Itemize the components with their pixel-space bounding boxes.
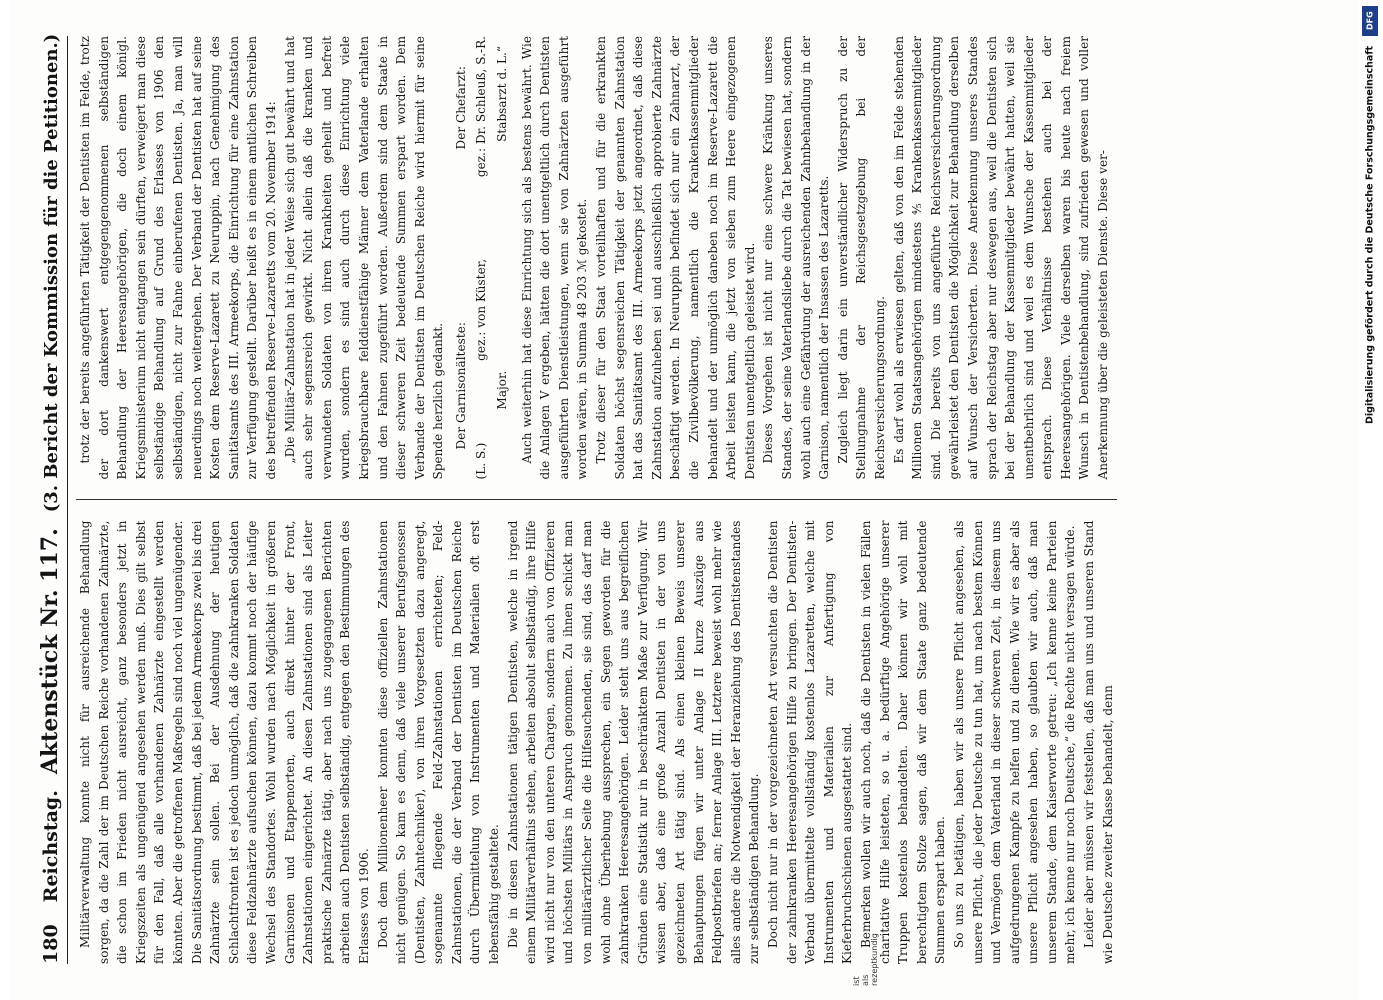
right-column-bottom-paragraph: Auch weiterhin hat diese Einrichtung sich als bestens bewährt. Wie die Anlagen V ergeben, hätten die dort unentgeltlich durch Dentisten ausgeführten Dienstleistungen, wenn sie von Zahnärzten ausgeführt worden wären, in Summa 48 203 ℳ gekostet. (519, 35, 590, 480)
digitization-note: Digitalisierung gefördert durch die Deutsche Forschungsgemeinschaft (1364, 46, 1376, 424)
column-divider (76, 500, 1117, 501)
right-column-bottom-paragraph: Es darf wohl als erwiesen gelten, daß von den im Felde stehenden Millionen Staatsangehörigen mindestens ⅘ Krankenkassenmitglieder sind. Die bereits von uns angeführte Reichsversicherungsordnung gewährleistet den Dentisten die Möglichkeit zur Behandlung derselben auf Wunsch der Versicherten. Diese Anerkennung unseres Standes sprach der Reichstag aber nur deswegen aus, weil die Dentisten sich bei der Behandlung der Kassenmitglieder bewährt hatten, weil sie unentbehrlich sind und weil es dem Wunsche der Kassenmitglieder entsprach. Diese Verhältnisse bestehen auch bei der Heeresangehörigen. Viele derselben waren bis heute nach freiem Wunsch in Dentistenbehandlung, sind zufrieden gewesen und voller Anerkennung über die geleisteten Dienste. Diese ver- (891, 35, 1111, 480)
handwritten-margin-note: ist als rezeptkundig (852, 933, 879, 986)
seal-mark: (L. S.) (474, 442, 489, 480)
header-report-title: (3. Bericht der Kommission für die Petitionen.) (41, 33, 62, 513)
signature-right-title: Der Chefarzt: (453, 65, 468, 150)
header-reichstag: Reichstag. (40, 790, 62, 903)
signature-left-name: gez.: von Küster, (474, 258, 489, 361)
page-header (37, 33, 68, 964)
right-column-bottom-paragraph: Zugleich liegt darin ein unverständlicher Widerspruch zu der Stellungnahme der Reichsgesetzgebung bei der Reichsversicherungsordnung. (835, 35, 887, 480)
left-column-paragraph: Leider aber müssen wir feststellen, daß man uns und unseren Stand wie Deutsche zweiter Klasse behandelt, denn (1082, 520, 1115, 964)
left-column (76, 520, 1117, 986)
left-column-paragraph: Bemerken wollen wir auch noch, daß die Dentisten in vielen Fällen charitative Hilfe leisteten, so u. a. bedürftige Angehörige unserer Truppen kostenlos behandelten. Daher können wir wohl mit berechtigtem Stolze sagen, daß wir dem Staate ganz bedeutende Summen erspart haben. (858, 520, 948, 964)
left-column-paragraph: Militärverwaltung konnte nicht für ausreichende Behandlung sorgen, da die Zahl der im Deutschen Reiche vorhandenen Zahnärzte, die schon im Frieden nicht ausreicht, ganz besonders jetzt in Kriegszeiten als ungenügend angesehen werden muß. Dies gilt selbst für den Fall, daß alle vorhandenen Zahnärzte eingestellt werden könnten. Aber die getroffenen Maßregeln sind noch viel ungenügender. Die Sanitätsordnung bestimmt, daß bei jedem Armeekorps zwei bis drei Zahnärzte sein sollen. Bei der Ausdehnung der heutigen Schlachtfronten ist es jedoch unmöglich, daß die zahnkranken Soldaten diese Feldzahnärzte aufsuchen können, dazu kommt noch der häufige Wechsel des Standortes. Wohl wurden nach Möglichkeit in größeren Garnisonen und Etappenorten, auch direkt hinter der Front, Zahnstationen eingerichtet. An diesen Zahnstationen sind als Leiter praktische Zahnärzte tätig, aber nach uns zugegangenen Berichten arbeiten auch Dentisten selbständig, entgegen den Bestimmungen des Erlasses von 1906. (78, 520, 371, 964)
signature-left-title: Der Garnisonälteste: (453, 322, 468, 450)
right-column-top-paragraph: „Die Militär-Zahnstation hat in jeder Weise sich gut bewährt und hat auch sehr segensreich gewirkt. Nicht allein daß die kranken und verwundeten Soldaten von ihren Krankheiten geheilt und befreit wurden, sondern es sind auch durch diese Einrichtung viele kriegsbrauchbare felddienstfähige Männer dem Vaterlande erhalten und den Fahnen zugeführt worden. Außerdem sind dem Staate in dieser schweren Zeit bedeutende Summen erspart worden. Dem Verbande der Dentisten im Deutschen Reiche wird hiermit für seine Spende herzlich gedankt. (282, 35, 446, 480)
side-attribution (1359, 6, 1381, 996)
page-number: 180 (40, 924, 62, 964)
header-document-number: Aktenstück Nr. 117. (37, 528, 63, 775)
right-column-bottom (518, 36, 1113, 480)
document-page (19, 20, 1349, 986)
text-columns (76, 35, 1117, 986)
left-column-paragraph: Doch dem Millionenheer konnten diese offiziellen Zahnstationen nicht genügen. So kam es denn, daß viele unserer Berufsgenossen (Dentisten, Zahntechniker), von ihren Vorgesetzten dazu angeregt, sogenannte fliegende Feld-Zahnstationen errichteten; Feld-Zahnstationen, die der Verband der Dentisten im Deutschen Reiche durch Übermittelung von Instrumenten und Materialien oft erst lebensfähig gestaltete. (375, 520, 502, 964)
signature-right-rank: Stabsarzt d. L.“ (495, 45, 510, 142)
right-column-bottom-paragraph: Trotz dieser für den Staat vorteilhaften und für die erkrankten Soldaten höchst segensreichen Tätigkeit der genannten Zahnstation hat das Sanitätsamt des III. Armeekorps jetzt angeordnet, daß diese Zahnstation aufzuheben sei und ausschließlich approbierte Zahnärzte beschäftigt werden. In Neuruppin befindet sich nur ein Zahnarzt, der die Zivilbevölkerung, namentlich die Krankenkassenmitglieder behandelt und der unmöglich daneben noch im Reserve-Lazarett die Arbeit leisten kann, die jetzt von sieben zum Heere eingezogenen Dentisten unentgeltlich geleistet wird. (594, 35, 757, 480)
signature-left-rank: Major. (495, 370, 510, 410)
dfg-logo: DFG (1362, 6, 1378, 36)
right-column-bottom-paragraph: Dieses Vorgehen ist nicht nur eine schwere Kränkung unseres Standes, der seine Vaterlandsliebe durch die Tat bewiesen hat, sondern wohl auch eine Gefährdung der ausreichenden Zahnbehandlung in der Garnison, namentlich der Insassen des Lazaretts. (761, 35, 832, 480)
left-column-paragraph: Die in diesen Zahnstationen tätigen Dentisten, welche in irgend einem Militärverhältnis stehen, arbeiten absolut selbständig, ihre Hilfe wird nicht nur von den unteren Chargen, sondern auch von Offizieren und höchsten Militärs in Anspruch genommen. Zu ihnen schickt man von militärärztlicher Seite die Hilfesuchenden, sie sind, das darf man wohl ohne Überhebung aussprechen, ein Segen geworden für die zahnkranken Heeresangehörigen. Leider steht uns aus begreiflichen Gründen eine Statistik nur in beschränktem Maße zur Verfügung. Wir wissen aber, daß eine große Anzahl Dentisten in der von uns gezeichneten Art tätig sind. Als einen kleinen Beweis unserer Behauptungen fügen wir unter Anlage II kurze Auszüge aus Feldpostbriefen an; ferner Anlage III. Letztere beweist wohl mehr wie alles andere die Notwendigkeit der Heranziehung des Dentistenstandes zur selbständigen Behandlung. (505, 520, 762, 964)
signature-right-name: gez.: Dr. Schleuß, S.-R. (474, 35, 489, 178)
left-column-paragraph: So uns zu betätigen, haben wir als unsere Pflicht angesehen, als unsere Pflicht, die jeder Deutsche zu tun hat, um nach bestem Können und Vermögen dem Vaterland in dieser schweren Zeit, in diesem uns aufgedrungenen Kampfe zu helfen und zu dienen. Wie wir es aber als unsere Pflicht angesehen haben, so glaubten wir auch, daß man unserem Stande, dem Kaiserworte getreu: „Ich kenne keine Parteien mehr, ich kenne nur noch Deutsche,“ die Rechte nicht versagen würde. (951, 520, 1078, 964)
right-column (76, 36, 1117, 480)
scanned-page-area (10, 0, 1358, 1000)
right-column-top-paragraph: trotz der bereits angeführten Tätigkeit der Dentisten im Felde, trotz der dort dankenswert entgegengenommenen selbständigen Behandlung der Heeresangehörigen, die doch einem königl. Kriegsministerium nicht entgangen sein dürften, verweigert man diese selbständige Behandlung auf Grund des Erlasses von 1906 den selbständigen, nicht zur Fahne einberufenen Dentisten. Ja, man will neuerdings noch weitergehen. Der Verband der Dentisten hat auf seine Kosten dem Reserve-Lazarett zu Neuruppin, nach Genehmigung des Sanitätsamts des III. Armeekorps, die Einrichtung für eine Zahnstation zur Verfügung gestellt. Darüber heißt es in einem amtlichen Schreiben des betreffenden Reserve-Lazaretts vom 20. November 1914: (78, 35, 278, 480)
left-column-paragraph: Doch nicht nur in der vorgezeichneten Art versuchten die Dentisten der zahnkranken Heeresangehörigen Hilfe zu bringen. Der Dentisten-Verband übermittelte vollständig kostenlos Lazaretten, welche mit Instrumenten und Materialien zur Anfertigung von Kieferbruchschienen ausgestattet sind. (765, 520, 855, 964)
right-column-top (76, 36, 448, 480)
signature-block (452, 36, 512, 480)
